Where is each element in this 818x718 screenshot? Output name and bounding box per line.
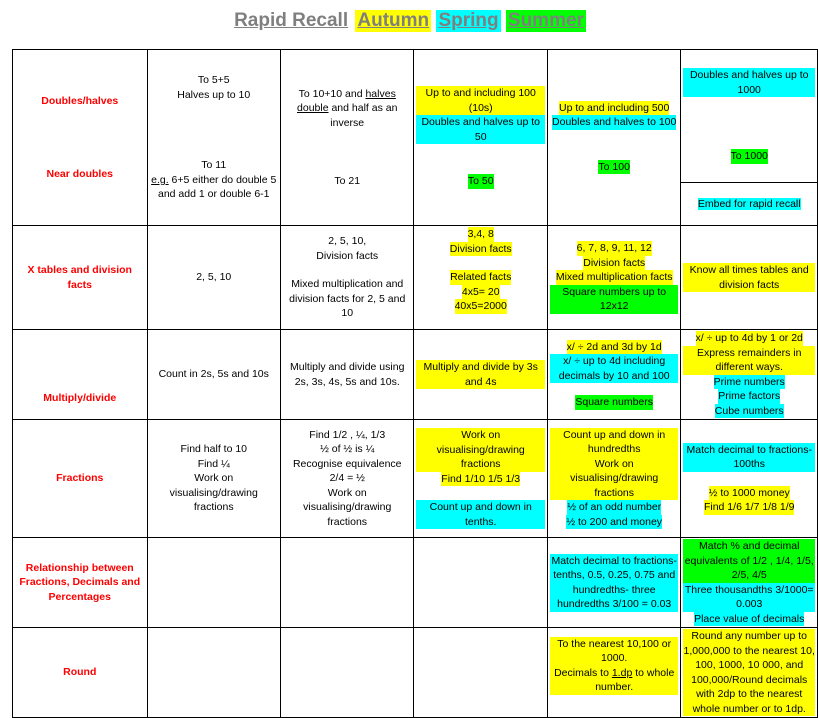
doubles-y2-a-pre: To 10+10 and [298, 87, 366, 100]
title-summer: Summer [507, 10, 584, 31]
relationship-y5-a: Match % and decimal equivalents of 1/2 , 1/4, 1/5, 2/5, 4/5 [684, 540, 814, 581]
row-tables [13, 226, 818, 330]
rapid-recall-table [12, 49, 818, 718]
fractions-y4-b: Work on visualising/drawing fractions [550, 457, 678, 501]
tables-y3-b: Division facts [449, 242, 512, 255]
row-header-doubles [13, 50, 148, 226]
round-y4 [547, 628, 680, 718]
round-y2 [280, 628, 413, 718]
near-doubles-label: Near doubles [46, 167, 114, 180]
fractions-y5 [681, 420, 818, 538]
relationship-y2 [280, 538, 413, 628]
fractions-y4-d: ½ to 200 and money [566, 515, 663, 528]
title-main: Rapid Recall [234, 10, 349, 31]
doubles-y3 [414, 50, 547, 226]
multiply-y5 [681, 330, 818, 420]
doubles-y5-c: Embed for rapid recall [697, 197, 801, 210]
tables-y2 [280, 226, 413, 330]
doubles-y1-d-text: 6+5 either do double 5 and add 1 or double 6-1 [157, 173, 277, 201]
multiply-y5-d: Prime factors [718, 390, 781, 402]
multiply-y2: Multiply and divide using 2s, 3s, 4s, 5s and 10s. [280, 330, 413, 420]
doubles-label: Doubles/halves [41, 95, 119, 107]
doubles-y5-bottom [681, 183, 818, 226]
relationship-y1 [147, 538, 280, 628]
fractions-y2-d: 2/4 = ½ [329, 472, 365, 485]
multiply-y1: Count in 2s, 5s and 10s [147, 330, 280, 420]
tables-y1: 2, 5, 10 [147, 226, 280, 330]
doubles-y3-a: Up to and including 100 (10s) [416, 86, 544, 115]
round-y4-b-ul: 1.dp [611, 666, 633, 679]
fractions-y1-b: Find ¼ [197, 457, 230, 470]
multiply-y3-a: Multiply and divide by 3s and 4s [416, 360, 544, 389]
multiply-y3 [414, 330, 547, 420]
doubles-y2-a-post: and half as an inverse [328, 102, 398, 129]
row-multiply [13, 330, 818, 420]
multiply-y5-b: Express remainders in different ways. [683, 346, 815, 375]
round-y4-a: To the nearest 10,100 or 1000. [550, 637, 678, 666]
tables-y4 [547, 226, 680, 330]
title-autumn: Autumn [357, 10, 430, 31]
doubles-y4-b: Doubles and halves to 100 [552, 116, 677, 129]
multiply-y5-e: Cube numbers [714, 404, 784, 417]
fractions-y1-c: Work on visualising/drawing fractions [169, 472, 258, 514]
row-header-round: Round [13, 628, 148, 718]
title-spring: Spring [438, 10, 499, 31]
multiply-y4-b: x/ ÷ up to 4d including decimals by 10 and 100 [550, 354, 678, 383]
fractions-y5-a: Match decimal to fractions- 100ths [683, 443, 815, 472]
row-header-relationship: Relationship between Fractions, Decimals and Percentages [13, 538, 148, 628]
tables-y3-c: Related facts [450, 271, 512, 284]
fractions-y3-a: Work on visualising/drawing fractions [416, 428, 544, 472]
row-header-multiply: Multiply/divide [13, 330, 148, 420]
fractions-y5-b: ½ to 1000 money [708, 486, 790, 499]
tables-y3-a: 3,4, 8 [467, 228, 494, 241]
doubles-y2-a [283, 87, 411, 131]
tables-y2-b: Division facts [316, 249, 379, 262]
tables-y3-d: 4x5= 20 [461, 285, 500, 298]
relationship-y5-c: Place value of decimals [694, 612, 805, 625]
doubles-y5-b: To 1000 [730, 150, 768, 163]
fractions-y4 [547, 420, 680, 538]
fractions-y2-e: Work on visualising/drawing fractions [303, 486, 392, 528]
tables-y4-c: Mixed multiplication facts [555, 271, 673, 284]
fractions-y3-c: Count up and down in tenths. [416, 500, 544, 529]
fractions-y2-a: Find 1/2 , ¼, 1/3 [309, 428, 386, 441]
fractions-y5-c: Find 1/6 1/7 1/8 1/9 [703, 501, 795, 513]
tables-y5-a: Know all times tables and division facts [683, 263, 815, 292]
doubles-y5-top [681, 50, 818, 183]
multiply-y5-a: x/ ÷ up to 4d by 1 or 2d [695, 332, 803, 344]
doubles-y4-c: To 100 [598, 160, 630, 173]
fractions-y4-a: Count up and down in hundredths [550, 428, 678, 457]
eg-underlined: e.g. [151, 173, 169, 186]
row-relationship [13, 538, 818, 628]
round-y1 [147, 628, 280, 718]
tables-y3-e: 40x5=2000 [454, 300, 507, 313]
fractions-y1 [147, 420, 280, 538]
tables-y4-d: Square numbers up to 12x12 [550, 285, 678, 314]
doubles-y5-a: Doubles and halves up to 1000 [683, 68, 815, 97]
relationship-y4 [547, 538, 680, 628]
row-fractions [13, 420, 818, 538]
relationship-y3 [414, 538, 547, 628]
fractions-y3-b: Find 1/10 1/5 1/3 [441, 472, 521, 485]
row-header-fractions: Fractions [13, 420, 148, 538]
doubles-y1-a: To 5+5 [197, 74, 230, 87]
round-y5 [681, 628, 818, 718]
round-y5-a: Round any number up to 1,000,000 to the nearest 10, 100, 1000, 10 000, and 100,000/Round decimals with 2dp to the nearest whole number or to 1dp. [683, 630, 815, 715]
doubles-y1-c: To 11 [201, 159, 227, 172]
round-y4-b [550, 666, 678, 695]
tables-y2-a: 2, 5, 10, [328, 235, 367, 248]
multiply-y4 [547, 330, 680, 420]
page-title [0, 10, 818, 32]
doubles-y4 [547, 50, 680, 226]
row-round [13, 628, 818, 718]
tables-y5 [681, 226, 818, 330]
relationship-y5 [681, 538, 818, 628]
fractions-y4-c: ½ of an odd number [567, 501, 662, 514]
round-y4-b-post: to whole number. [595, 666, 675, 693]
multiply-y5-c: Prime numbers [713, 375, 785, 388]
fractions-y3 [414, 420, 547, 538]
fractions-y1-a: Find half to 10 [180, 443, 248, 456]
doubles-y2 [280, 50, 413, 226]
doubles-y1 [147, 50, 280, 226]
doubles-y2-a-ul: halves double [297, 87, 396, 114]
fractions-y2 [280, 420, 413, 538]
fractions-y2-b: ½ of ½ is ¼ [320, 443, 375, 456]
doubles-y1-b: Halves up to 10 [177, 88, 251, 101]
row-doubles [13, 50, 818, 183]
doubles-y2-b: To 21 [334, 175, 361, 187]
multiply-y4-c: Square numbers [575, 396, 654, 408]
row-header-tables: X tables and division facts [13, 226, 148, 330]
relationship-y4-a: Match decimal to fractions- tenths, 0.5, 0.25, 0.75 and hundredths- three hundredths 3/100 = 0.03 [551, 554, 677, 610]
tables-y4-a: 6, 7, 8, 9, 11, 12 [576, 242, 652, 255]
tables-y4-b: Division facts [583, 256, 646, 269]
tables-y2-c: Mixed multiplication and division facts for 2, 5 and 10 [289, 278, 406, 320]
relationship-y5-b: Three thousandths 3/1000= 0.003 [684, 583, 814, 610]
doubles-y3-b: Doubles and halves up to 50 [416, 115, 544, 144]
round-y4-b-pre: Decimals to [554, 666, 612, 679]
doubles-y4-a: Up to and including 500 [559, 101, 670, 114]
doubles-y3-c: To 50 [467, 175, 494, 188]
fractions-y2-c: Recognise equivalence [292, 457, 402, 470]
multiply-y4-a: x/ ÷ 2d and 3d by 1d [566, 340, 662, 353]
round-y3 [414, 628, 547, 718]
doubles-y1-d [150, 173, 278, 202]
tables-y3 [414, 226, 547, 330]
